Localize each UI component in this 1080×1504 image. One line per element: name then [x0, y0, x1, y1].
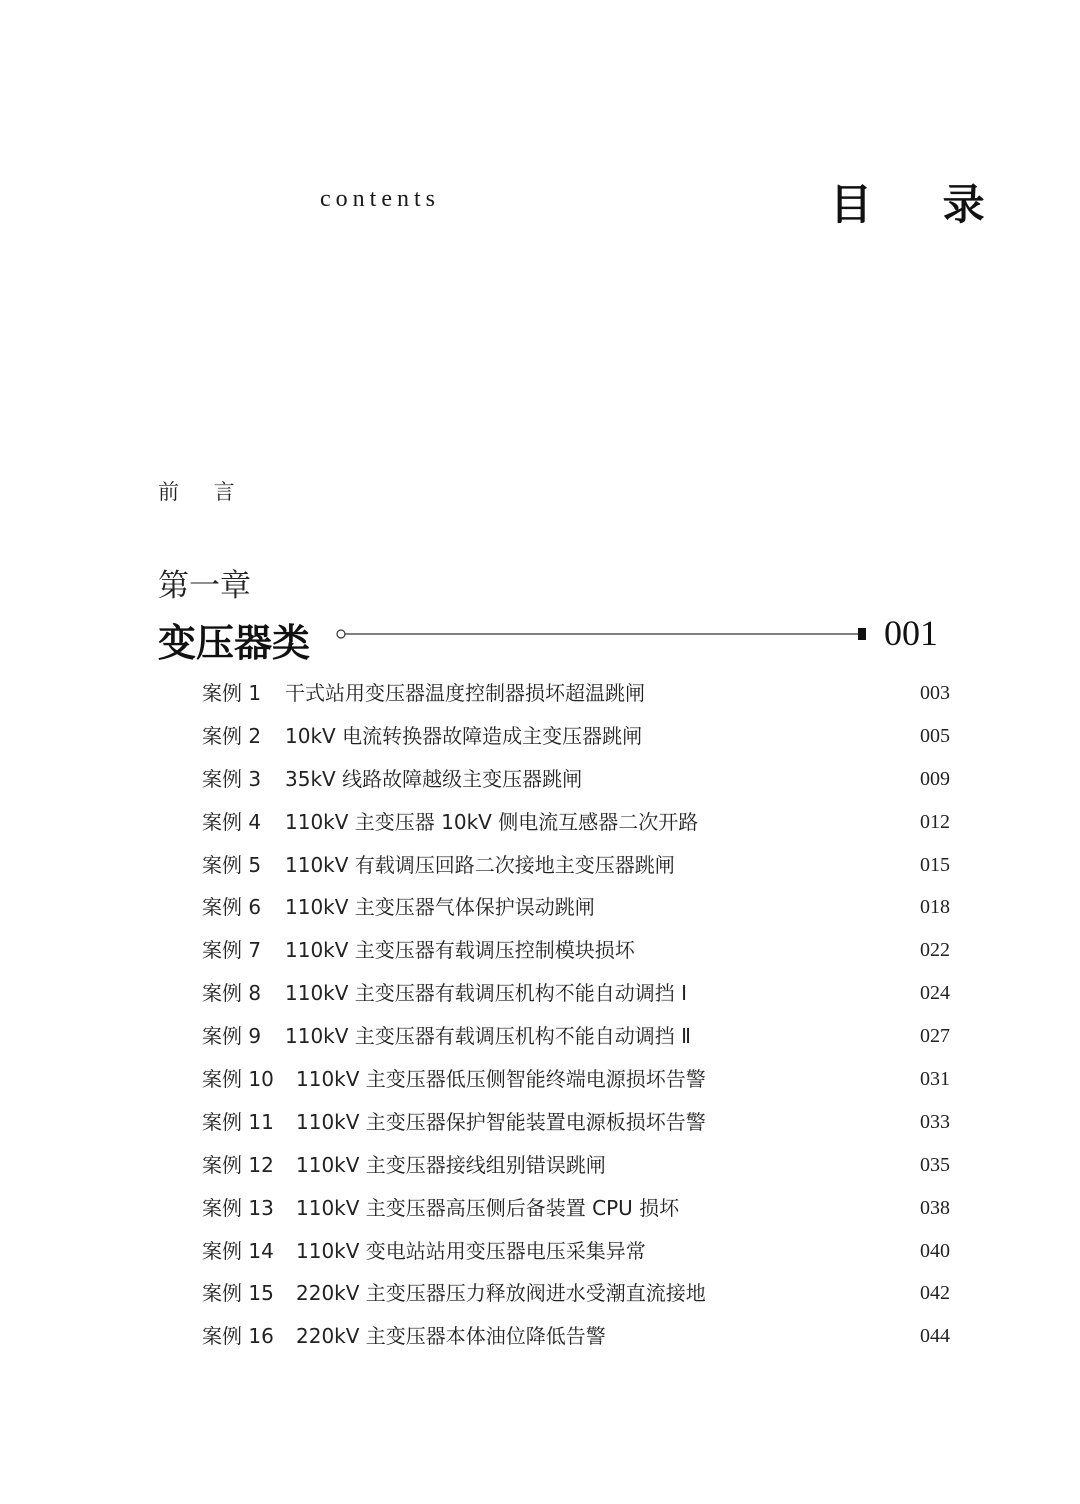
toc-entry-title: 110kV 主变压器 10kV 侧电流互感器二次开路	[285, 809, 699, 834]
toc-entry-page-number: 044	[920, 1325, 950, 1348]
toc-entry[interactable]	[202, 672, 950, 715]
toc-entry-title: 110kV 主变压器气体保护误动跳闸	[285, 895, 595, 920]
toc-entry-label: 案例 6	[202, 895, 262, 920]
toc-entry-label: 案例 9	[202, 1024, 262, 1049]
toc-entry-page-number: 031	[920, 1068, 950, 1091]
toc-entry-label: 案例 14	[202, 1238, 274, 1263]
chapter-title[interactable]: 变压器类	[158, 621, 311, 665]
toc-entry-label: 案例 11	[202, 1109, 274, 1134]
toc-entry[interactable]	[202, 1058, 950, 1101]
toc-entry-label: 案例 3	[202, 766, 262, 791]
toc-entry-page-number: 012	[920, 810, 950, 833]
toc-entry-title: 干式站用变压器温度控制器损坏超温跳闸	[285, 681, 645, 705]
toc-entry-title: 110kV 有载调压回路二次接地主变压器跳闸	[285, 852, 675, 877]
toc-entry[interactable]	[202, 1101, 950, 1144]
toc-entry-label: 案例 5	[202, 852, 262, 877]
chapter-number: 第一章	[158, 568, 251, 604]
preface-entry[interactable]: 前 言	[158, 480, 249, 504]
toc-entry-label: 案例 4	[202, 809, 262, 834]
toc-entry-page-number: 022	[920, 939, 950, 962]
toc-entry-page-number: 033	[920, 1110, 950, 1133]
toc-entry-title: 110kV 主变压器有载调压机构不能自动调挡 Ⅱ	[285, 1024, 691, 1049]
toc-entry[interactable]	[202, 1230, 950, 1273]
toc-entry[interactable]	[202, 972, 950, 1015]
toc-entry-label: 案例 2	[202, 723, 262, 748]
toc-entry-label: 案例 1	[202, 681, 262, 705]
toc-entry-page-number: 018	[920, 896, 950, 919]
toc-entry-page-number: 005	[920, 724, 950, 747]
toc-entry-label: 案例 16	[202, 1324, 274, 1349]
toc-entry-title: 110kV 主变压器接线组别错误跳闸	[296, 1152, 606, 1177]
toc-entry-title: 10kV 电流转换器故障造成主变压器跳闸	[285, 723, 643, 748]
toc-entry-label: 案例 12	[202, 1152, 274, 1177]
toc-entry[interactable]	[202, 715, 950, 758]
toc-entry-title: 110kV 主变压器低压侧智能终端电源损坏告警	[296, 1067, 706, 1092]
toc-entry-title: 35kV 线路故障越级主变压器跳闸	[285, 766, 583, 791]
toc-entry[interactable]	[202, 886, 950, 929]
toc-entry-title: 110kV 主变压器保护智能装置电源板损坏告警	[296, 1109, 706, 1134]
toc-entry-page-number: 042	[920, 1282, 950, 1305]
toc-entry-page-number: 038	[920, 1196, 950, 1219]
toc-entry-title: 110kV 主变压器高压侧后备装置 CPU 损坏	[296, 1195, 680, 1220]
toc-entry[interactable]	[202, 1187, 950, 1230]
page-title: 目 录	[830, 180, 1013, 229]
toc-entry-page-number: 040	[920, 1239, 950, 1262]
toc-entry[interactable]	[202, 1144, 950, 1187]
toc-entry-title: 110kV 变电站站用变压器电压采集异常	[296, 1238, 646, 1263]
toc-entry[interactable]	[202, 758, 950, 801]
toc-entry-label: 案例 10	[202, 1067, 274, 1092]
toc-entry-page-number: 015	[920, 853, 950, 876]
toc-entry-label: 案例 15	[202, 1281, 274, 1306]
toc-entry[interactable]	[202, 844, 950, 887]
toc-entry[interactable]	[202, 1315, 950, 1358]
toc-entry-page-number: 035	[920, 1153, 950, 1176]
toc-entry[interactable]	[202, 1015, 950, 1058]
toc-entry-title: 110kV 主变压器有载调压机构不能自动调挡 Ⅰ	[285, 981, 688, 1006]
toc-entry-title: 220kV 主变压器本体油位降低告警	[296, 1324, 606, 1349]
toc-entry-page-number: 009	[920, 767, 950, 790]
toc-entry[interactable]	[202, 929, 950, 972]
toc-entry[interactable]	[202, 1272, 950, 1315]
chapter-page-number: 001	[884, 613, 938, 653]
toc-entry-label: 案例 13	[202, 1195, 274, 1220]
toc-list	[202, 672, 950, 1358]
toc-entry-page-number: 027	[920, 1025, 950, 1048]
toc-entry-page-number: 003	[920, 682, 950, 704]
toc-entry-page-number: 024	[920, 982, 950, 1005]
toc-entry-title: 220kV 主变压器压力释放阀进水受潮直流接地	[296, 1281, 706, 1306]
toc-entry[interactable]	[202, 801, 950, 844]
contents-heading-latin: contents	[320, 186, 440, 212]
toc-entry-label: 案例 7	[202, 938, 262, 963]
toc-entry-label: 案例 8	[202, 981, 262, 1006]
toc-entry-title: 110kV 主变压器有载调压控制模块损坏	[285, 938, 635, 963]
chapter-leader-line	[336, 628, 866, 640]
